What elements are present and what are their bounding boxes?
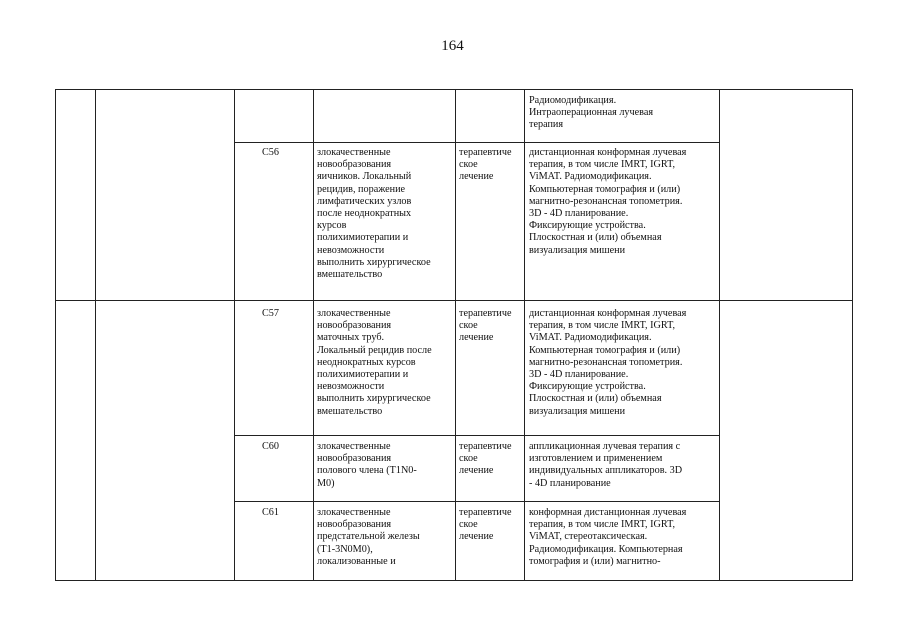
disease-cell: злокачественные новообразования полового члена (T1N0- M0) (317, 441, 417, 489)
table-top-border (55, 89, 853, 90)
code-cell: C56 (262, 147, 279, 158)
treatment-type-cell: терапевтиче ское лечение (459, 507, 512, 543)
disease-cell: злокачественные новообразования маточных труб. Локальный рецидив после неоднократных курсов полихимиотерапии и невозможности выполнить хирургическое вмешательство (317, 308, 432, 417)
column-divider (852, 89, 853, 581)
treatment-type-cell: терапевтиче ское лечение (459, 308, 512, 344)
row-divider (234, 501, 719, 502)
column-divider (455, 89, 456, 581)
method-cell: дистанционная конформная лучевая терапия, в том числе IMRT, IGRT, ViMAT. Радиомодификация. Компьютерная томография и (или) магнитно-резонансная топометрия. 3D - 4D планирование. Фиксирующие устройства. Плоскостная и (или) объемная визуализация мишени (529, 308, 687, 417)
row-divider (234, 435, 719, 436)
code-cell: C61 (262, 507, 279, 518)
column-divider (313, 89, 314, 581)
column-divider (234, 89, 235, 581)
treatment-type-cell: терапевтиче ское лечение (459, 147, 512, 183)
column-divider (95, 89, 96, 581)
column-divider (55, 89, 56, 581)
row-divider (55, 300, 853, 301)
disease-cell: злокачественные новообразования яичников. Локальный рецидив, поражение лимфатических узлов после неоднократных курсов полихимиотерапии и невозможности выполнить хирургическое вмешательство (317, 147, 431, 281)
disease-cell: злокачественные новообразования предстательной железы (T1-3N0M0), локализованные и (317, 507, 420, 567)
column-divider (719, 89, 720, 581)
column-divider (524, 89, 525, 581)
code-cell: C57 (262, 308, 279, 319)
table-bottom-border (55, 580, 853, 581)
method-cell: аппликационная лучевая терапия с изготовлением и применением индивидуальных аппликаторов. 3D - 4D планирование (529, 441, 683, 489)
page-number: 164 (441, 38, 464, 54)
method-cell: дистанционная конформная лучевая терапия, в том числе IMRT, IGRT, ViMAT. Радиомодификация. Компьютерная томография и (или) магнитно-резонансная топометрия. 3D - 4D планирование. Фиксирующие устройства. Плоскостная и (или) объемная визуализация мишени (529, 147, 687, 256)
treatment-type-cell: терапевтиче ское лечение (459, 441, 512, 477)
row-divider (234, 142, 719, 143)
method-cell: конформная дистанционная лучевая терапия, в том числе IMRT, IGRT, ViMAT, стереотаксическая. Радиомодификация. Компьютерная томография и (или) магнитно- (529, 507, 687, 567)
code-cell: C60 (262, 441, 279, 452)
method-cell: Радиомодификация. Интраоперационная лучевая терапия (529, 95, 654, 131)
